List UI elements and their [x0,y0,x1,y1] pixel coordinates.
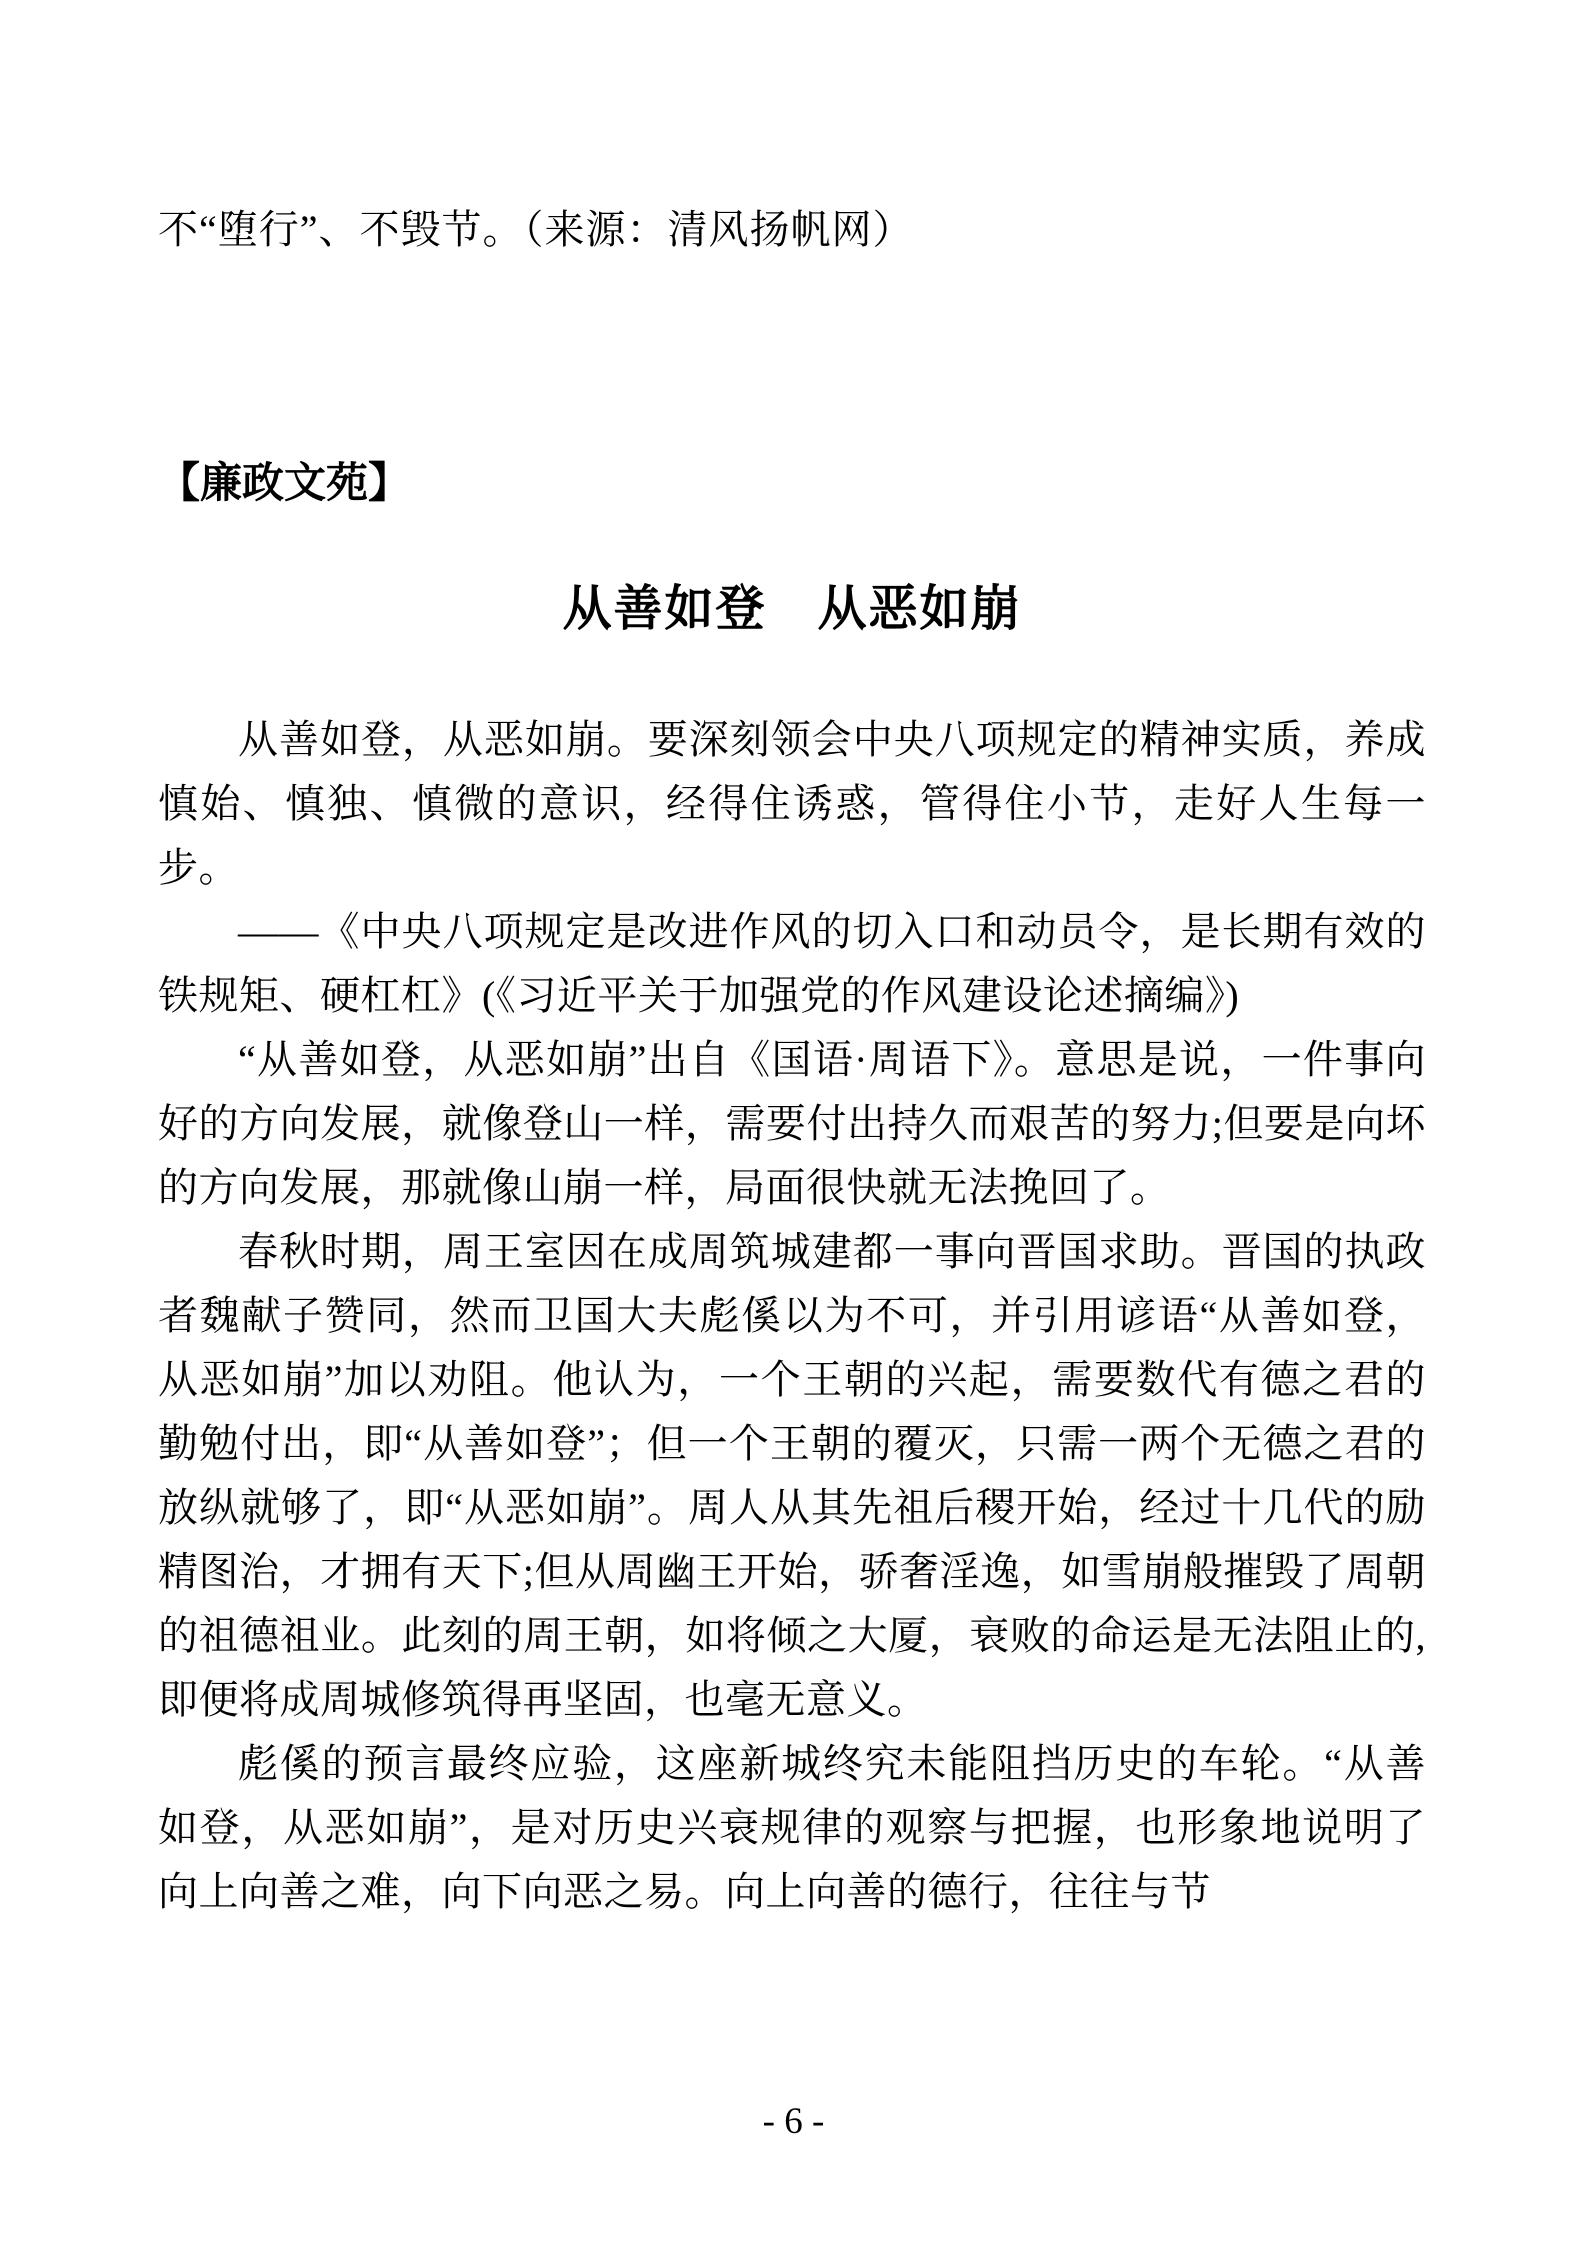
body-paragraph: 彪傒的预言最终应验，这座新城终究未能阻挡历史的车轮。“从善如登，从恶如崩”，是对历史兴衰规律的观察与把握，也形象地说明了向上向善之难，向下向恶之易。向上向善的德行，往往与节 [158,1741,1426,1914]
article-title: 从善如登 从恶如崩 [562,581,1022,636]
body-paragraph: 春秋时期，周王室因在成周筑城建都一事向晋国求助。晋国的执政者魏献子赞同，然而卫国大夫彪傒以为不可，并引用谚语“从善如登，从恶如崩”加以劝阻。他认为，一个王朝的兴起，需要数代有德之君的勤勉付出，即“从善如登”；但一个王朝的覆灭，只需一两个无德之君的放纵就够了，即“从恶如崩”。周人从其先祖后稷开始，经过十几代的励精图治，才拥有天下;但从周幽王开始，骄奢淫逸，如雪崩般摧毁了周朝的祖德祖业。此刻的周王朝，如将倾之大厦，衰败的命运是无法阻止的,即便将成周城修筑得再坚固，也毫无意义。 [158,1229,1426,1722]
article-body [158,708,1426,1924]
body-paragraph-quote-source: ——《中央八项规定是改进作风的切入口和动员令，是长期有效的铁规矩、硬杠杠》(《习近平关于加强党的作风建设论述摘编》) [158,909,1426,1018]
body-paragraph: 从善如登，从恶如崩。要深刻领会中央八项规定的精神实质，养成慎始、慎独、慎微的意识，经得住诱惑，管得住小节，走好人生每一步。 [158,717,1426,890]
body-paragraph: “从善如登，从恶如崩”出自《国语·周语下》。意思是说，一件事向好的方向发展，就像登山一样，需要付出持久而艰苦的努力;但要是向坏的方向发展，那就像山崩一样，局面很快就无法挽回了。 [158,1037,1426,1210]
continuation-paragraph-line: 不“堕行”、不毁节。（来源：清风扬帆网） [158,207,914,252]
page-number: - 6 - [762,2101,825,2142]
section-header: 【廉政文苑】 [158,461,411,507]
